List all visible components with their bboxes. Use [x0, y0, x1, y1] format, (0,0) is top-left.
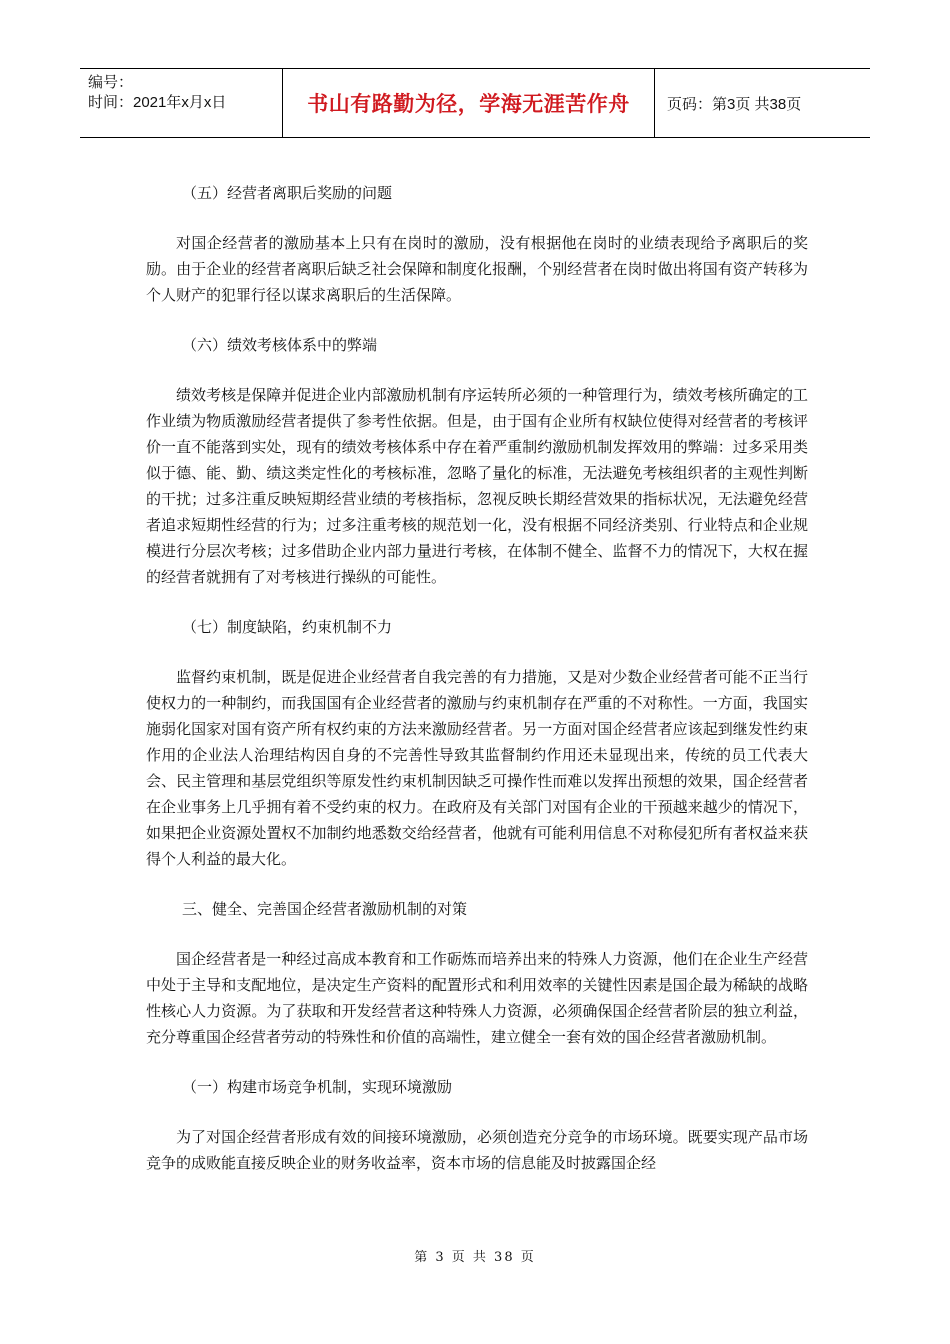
paragraph: 对国企经营者的激励基本上只有在岗时的激励，没有根据他在岗时的业绩表现给予离职后的奖励。由于企业的经营者离职后缺乏社会保障和制度化报酬，个别经营者在岗时做出将国有资产转移为个人财产的犯罪行径以谋求离职后的生活保障。: [146, 234, 808, 304]
section-heading: （六）绩效考核体系中的弊端: [182, 336, 378, 354]
section-heading: （七）制度缺陷，约束机制不力: [182, 618, 393, 636]
header-motto: 书山有路勤为径，学海无涯苦作舟: [283, 69, 655, 137]
section-heading: （一）构建市场竞争机制，实现环境激励: [182, 1078, 453, 1096]
header-page-info: 页码：第3页 共38页: [667, 95, 802, 113]
header-meta: [80, 69, 283, 137]
paragraph: 国企经营者是一种经过高成本教育和工作砺炼而培养出来的特殊人力资源，他们在企业生产经营中处于主导和支配地位，是决定生产资料的配置形式和利用效率的关键性因素是国企最为稀缺的战略性核心人力资源。为了获取和开发经营者这种特殊人力资源，必须确保国企经营者阶层的独立利益，充分尊重国企经营者劳动的特殊性和价值的高端性，建立健全一套有效的国企经营者激励机制。: [146, 950, 808, 1046]
paragraph: 绩效考核是保障并促进企业内部激励机制有序运转所必须的一种管理行为，绩效考核所确定的工作业绩为物质激励经营者提供了参考性依据。但是，由于国有企业所有权缺位使得对经营者的考核评价一直不能落到实处，现有的绩效考核体系中存在着严重制约激励机制发挥效用的弊端：过多采用类似于德、能、勤、绩这类定性化的考核标准，忽略了量化的标准，无法避免考核组织者的主观性判断的干扰；过多注重反映短期经营业绩的考核指标，忽视反映长期经营效果的指标状况，无法避免经营者追求短期性经营的行为；过多注重考核的规范划一化，没有根据不同经济类别、行业特点和企业规模进行分层次考核；过多借助企业内部力量进行考核，在体制不健全、监督不力的情况下，大权在握的经营者就拥有了对考核进行操纵的可能性。: [146, 386, 808, 586]
paragraph: 监督约束机制，既是促进企业经营者自我完善的有力措施，又是对少数企业经营者可能不正当行使权力的一种制约，而我国国有企业经营者的激励与约束机制存在严重的不对称性。一方面，我国实施弱化国家对国有资产所有权约束的方法来激励经营者。另一方面对国企经营者应该起到继发性约束作用的企业法人治理结构因自身的不完善性导致其监督制约作用还未显现出来，传统的员工代表大会、民主管理和基层党组织等原发性约束机制因缺乏可操作性而难以发挥出预想的效果，国企经营者在企业事务上几乎拥有着不受约束的权力。在政府及有关部门对国有企业的干预越来越少的情况下，如果把企业资源处置权不加制约地悉数交给经营者，他就有可能利用信息不对称侵犯所有者权益来获得个人利益的最大化。: [146, 668, 808, 868]
page-header: [80, 68, 870, 138]
page-footer: 第 3 页 共 38 页: [414, 1250, 536, 1265]
paragraph: 为了对国企经营者形成有效的间接环境激励，必须创造充分竞争的市场环境。既要实现产品市场竞争的成败能直接反映企业的财务收益率，资本市场的信息能及时披露国企经: [146, 1128, 808, 1172]
section-heading: 三、健全、完善国企经营者激励机制的对策: [182, 900, 468, 918]
section-heading: （五）经营者离职后奖励的问题: [182, 184, 393, 202]
document-body: [146, 180, 808, 1200]
date-label: 时间：2021年x月x日: [88, 94, 227, 111]
code-label: 编号：: [88, 74, 134, 91]
